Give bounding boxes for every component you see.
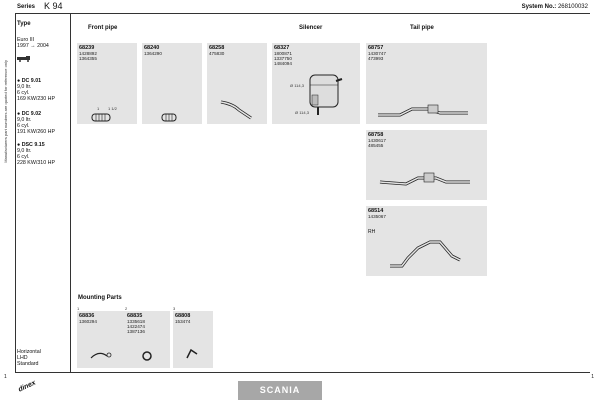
part-number: 68808 [175,313,191,319]
ref-number: 1428892 [79,51,97,56]
part-number: 68757 [368,45,384,51]
ref-number: 473993 [368,56,384,61]
ref-number: 1337750 [274,56,292,61]
part-number: 68836 [79,313,95,319]
reference-disclaimer: Manufacturers part numbers are quoted for reference only [3,60,8,163]
engine-code: DSC 9.15 [21,142,45,148]
type-heading [17,21,31,27]
dim-label: Ø 114,3 [295,110,309,115]
norm-block [17,37,49,49]
part-number: 68835 [127,313,143,319]
column-silencer: Silencer [299,25,323,31]
part-number: 68240 [144,45,160,51]
top-divider [15,13,590,14]
page-number-right: 1 [591,374,594,380]
engine-cylinders: 6 cyl. [17,90,30,96]
clamp-icon [89,350,113,360]
dim-label: 1 [97,106,100,111]
engine-power: 191 KW/260 HP [17,129,55,135]
silencer-icon [308,71,344,117]
ref-number: 1422474 [127,324,145,329]
long-tail-pipe-icon [386,236,466,270]
ref-number: 475830 [209,51,225,56]
engine-code: DC 9.02 [21,111,42,117]
engine-volume: 9,0 ltr. [17,148,32,154]
part-number: 68514 [368,208,384,214]
config-version: Standard [17,361,39,367]
series-value: K 94 [44,1,63,11]
series-label: Series [17,4,36,10]
engine-cylinders: 6 cyl. [17,154,30,160]
engine-icon: ● [17,78,21,84]
part-number: 68258 [209,45,225,51]
part-card-68258[interactable] [207,43,267,124]
flex-pipe-icon [92,114,112,122]
flex-pipe-icon [162,114,178,122]
engine-icon: ● [17,111,21,117]
ref-number: 1430617 [368,138,386,143]
engine-power: 169 KW/230 HP [17,96,55,102]
mounting-item-2[interactable] [125,306,170,368]
part-card-68758[interactable] [366,130,487,200]
engine-volume: 9,0 ltr. [17,117,32,123]
column-tail-pipe: Tail pipe [410,25,434,31]
config-footer [17,349,41,367]
bent-pipe-icon [219,98,255,122]
dinex-logo: dinex [17,379,37,394]
part-card-68327[interactable] [272,43,360,124]
year-to: 2004 [37,43,49,49]
left-divider [15,13,16,372]
item-index: 1 [77,306,80,311]
ref-number: 1387136 [127,329,145,334]
year-from: 1997 [17,43,29,49]
ref-number: 1484094 [274,61,292,66]
part-card-68239[interactable] [77,43,137,124]
tail-pipe-icon [378,170,478,190]
mounting-item-3[interactable] [173,306,213,368]
emission-norm: Euro III [17,37,35,43]
system-number-value: 268100032 [557,4,588,10]
mounting-title: Mounting Parts [78,295,122,301]
part-card-68240[interactable] [142,43,202,124]
engine-icon: ● [17,142,21,148]
ref-number: 485455 [368,143,384,148]
ref-number: 1800871 [274,51,292,56]
part-number: 68327 [274,45,290,51]
engine-2 [17,111,55,135]
part-card-68514[interactable] [366,206,487,276]
page-number-left: 1 [4,374,7,380]
part-number: 68239 [79,45,95,51]
dim-label: 1 1/2 [108,106,117,111]
ref-number: 1360294 [79,319,97,324]
engine-volume: 9,0 ltr. [17,84,32,90]
ref-number: 1364290 [144,51,162,56]
engine-power: 228 KW/310 HP [17,160,55,166]
dim-label: Ø 114,3 [290,83,304,88]
arrow-icon: → [30,43,36,49]
engine-cylinders: 6 cyl. [17,123,30,129]
item-index: 2 [125,306,128,311]
config-orientation: Horizontal [17,349,41,355]
type-label: Type [17,21,31,27]
engine-1 [17,78,55,102]
system-number-label: System No.: [521,4,557,10]
system-number [522,4,588,10]
ref-number: 1430747 [368,51,386,56]
ref-number: 1364355 [79,56,97,61]
truck-icon [17,56,31,62]
production-years [17,43,49,49]
ref-number: 1435067 [368,214,386,219]
column-front-pipe: Front pipe [88,25,118,31]
brand-banner: SCANIA [238,381,322,400]
part-number: 68758 [368,132,384,138]
sidebar-divider [70,13,71,372]
tail-pipe-icon [376,101,476,121]
item-index: 3 [173,306,176,311]
ref-number: 153474 [175,319,191,324]
side-label: RH [368,229,376,235]
ring-clamp-icon [141,351,153,361]
engine-3 [17,142,55,166]
bottom-divider [15,372,590,373]
config-drive: LHD [17,355,28,361]
part-card-68757[interactable] [366,43,487,124]
ref-number: 1335618 [127,319,145,324]
engine-code: DC 9.01 [21,78,42,84]
bracket-icon [185,348,199,360]
